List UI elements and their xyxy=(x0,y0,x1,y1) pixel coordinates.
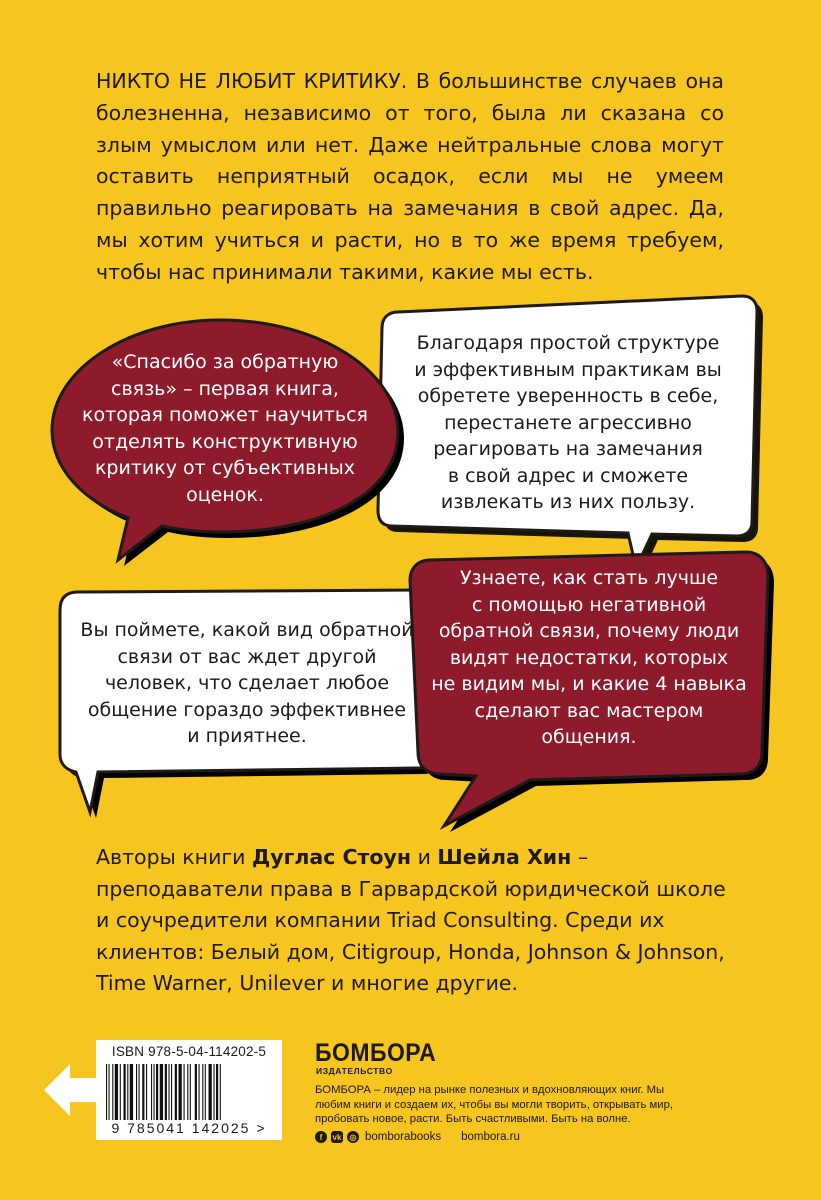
bubble-line: перестанете агрессивно xyxy=(444,411,692,434)
publisher-logo: БОМБОРА xyxy=(315,1039,437,1067)
bubble-top-right-text xyxy=(390,330,746,516)
social-row xyxy=(315,1130,520,1144)
bubble-line: видят недостатки, которых xyxy=(449,646,729,669)
bubble-line: «Спасибо за обратную xyxy=(111,351,339,373)
bubble-line: Узнаете, как стать лучше xyxy=(459,567,719,589)
barcode-bars xyxy=(104,1064,274,1120)
bubble-top-left-text xyxy=(62,349,388,508)
bubble-line: реагировать на замечания xyxy=(433,438,703,460)
social-handle[interactable]: bomborabooks xyxy=(365,1131,442,1143)
bubble-line: которая поможет научиться xyxy=(82,404,368,426)
bubble-line: извлекать из них пользу. xyxy=(440,491,696,513)
bubble-line: обратной связи, почему люди xyxy=(438,620,740,642)
bubble-line: оценок. xyxy=(186,483,264,506)
bubble-line: и эффективным практикам вы xyxy=(414,358,722,381)
publisher-subtitle: ИЗДАТЕЛЬСТВО xyxy=(316,1066,393,1076)
bubble-bottom-right-text xyxy=(416,565,762,751)
barcode xyxy=(96,1040,282,1140)
publisher-description: БОМБОРА – лидер на рынке полезных и вдохновляющих книг. Мы любим книги и создаем их, чтобы вы могли творить, открывать мир, пробовать новое, расти. Быть счастливыми. Быть на волне. xyxy=(315,1084,674,1125)
facebook-icon[interactable]: f xyxy=(315,1131,327,1143)
bubble-line: обретете уверенность в себе, xyxy=(417,385,719,407)
bubble-line: не видим мы, и какие 4 навыка xyxy=(431,673,747,695)
intro-paragraph: НИКТО НЕ ЛЮБИТ КРИТИКУ. В большинстве случаев она болезненна, независимо от того, была ли сказана со злым умыслом или нет. Даже нейтральные слова могут оставить неприятный осадок, если мы не умеем правильно реагировать на замечания в свой адрес. Да, мы хотим учиться и расти, но в то же время требуем, чтобы нас принимали такими, какие мы есть. xyxy=(96,69,724,284)
bubble-line: общение гораздо эффективнее xyxy=(87,698,407,721)
bubble-line: и приятнее. xyxy=(187,725,307,747)
bubble-line: общения. xyxy=(541,726,637,748)
bubble-line: в свой адрес и сможете xyxy=(447,464,689,487)
authors-prefix: Авторы книги xyxy=(96,845,253,869)
bubble-line: связи от вас ждет другой xyxy=(117,645,377,668)
bubble-line: человек, что сделает любое xyxy=(104,672,390,694)
authors-rest: – преподаватели права в Гарвардской юридической школе и соучредители компании Triad Consulting. Среди их клиентов: Белый дом, Citigroup, Honda, Johnson & Johnson, Time Warner, Unilever и многие другие. xyxy=(96,845,726,995)
bubble-bottom-left-text xyxy=(64,617,430,750)
bubble-line: Благодаря простой структуре xyxy=(416,332,720,354)
instagram-icon[interactable]: ◎ xyxy=(347,1131,359,1143)
author-name: Дуглас Стоун xyxy=(252,845,412,869)
bubble-line: связь» – первая книга, xyxy=(111,377,339,400)
bubble-line: сделают вас мастером xyxy=(474,699,704,722)
arrow-left-icon xyxy=(40,1060,100,1120)
bubble-line: с помощью негативной xyxy=(471,593,707,616)
bubble-line: критику от субъективных xyxy=(94,457,356,479)
vk-icon[interactable]: vk xyxy=(332,1132,342,1142)
authors-and: и xyxy=(411,845,438,869)
ean-text: 9 785041 142025 > xyxy=(111,1120,267,1136)
isbn-text: ISBN 978-5-04-114202-5 xyxy=(111,1044,267,1059)
website-link[interactable]: bombora.ru xyxy=(461,1131,520,1143)
bubble-line: отделять конструктивную xyxy=(92,430,358,453)
bubble-line: Вы поймете, какой вид обратной xyxy=(80,619,414,641)
authors-paragraph xyxy=(96,842,736,1000)
author-name: Шейла Хин xyxy=(437,845,572,869)
